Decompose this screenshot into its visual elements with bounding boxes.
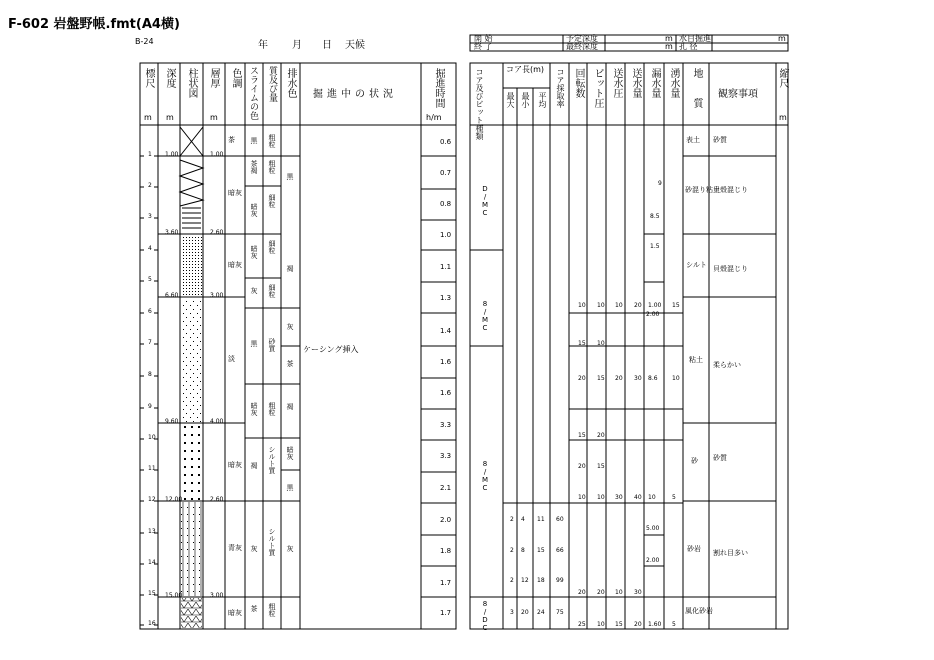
color-tone-value: 青灰	[228, 544, 242, 552]
thickness-value: 3.00	[210, 592, 224, 599]
hole-diameter-label: 孔 径	[679, 42, 698, 51]
geology-value: 砂	[691, 457, 698, 465]
drill-param-value: 15	[597, 375, 605, 382]
slime-quality-value: 砂質	[268, 338, 276, 352]
header-scale: 標尺	[143, 68, 154, 88]
drill-param-value: 20	[615, 375, 623, 382]
thickness-value: 2.60	[210, 229, 224, 236]
geology-value: 粘土	[689, 356, 703, 364]
drill-time-value: 3.3	[440, 421, 452, 429]
slime-quality-value: シルト質	[268, 446, 276, 474]
header-leak: 漏水量	[649, 68, 660, 98]
scale-mark: 14	[148, 559, 156, 566]
drill-param-value: 25	[578, 621, 586, 628]
form-title: F-602 岩盤野帳.fmt(A4横)	[8, 17, 180, 32]
drill-time-value: 1.4	[440, 327, 452, 335]
color-tone-value: 暗灰	[228, 609, 242, 617]
drill-param-value: 10	[597, 494, 605, 501]
drill-param-value: 8.6	[648, 375, 658, 382]
color-tone-value: 茶	[228, 136, 235, 144]
header-feed-pressure: 送水圧	[611, 68, 622, 98]
drain-color-value: 褐	[286, 265, 294, 272]
header-bit-pressure: ビット圧	[592, 68, 603, 108]
leak-value: 9	[658, 180, 662, 187]
header-core-length: コア長(m)	[506, 65, 545, 74]
scale-mark: 3	[148, 213, 152, 220]
slime-color-value: 灰	[250, 287, 258, 294]
slime-color-value: 黒	[250, 137, 258, 144]
weather-label: 天候	[345, 40, 365, 51]
header-slime-color: スライムの色	[248, 66, 258, 120]
header-quality: 質及び量	[267, 66, 277, 102]
date-month-label: 月	[292, 40, 302, 51]
drill-time-value: 1.0	[440, 231, 452, 239]
drain-color-value: 茶	[286, 360, 294, 367]
geology-value: 砂岩	[687, 545, 701, 553]
sheet-number: B-24	[135, 37, 154, 46]
drill-param-value: 10	[615, 302, 623, 309]
core-rate-value: 75	[556, 609, 564, 616]
slime-quality-value: 細粒	[268, 240, 276, 254]
drill-param-value: 10	[597, 340, 605, 347]
slime-quality-value: シルト質	[268, 528, 276, 556]
drill-time-value: 3.3	[440, 452, 452, 460]
drain-color-value: 灰	[286, 323, 294, 330]
start-label: 開 始	[474, 34, 493, 43]
unit-depth: m	[166, 113, 174, 122]
core-max-value: 2	[510, 547, 514, 554]
final-depth-unit: m	[665, 42, 673, 51]
drill-param-value: 1.60	[648, 621, 662, 628]
drill-time-value: 1.8	[440, 547, 452, 555]
drill-time-value: 2.0	[440, 516, 452, 524]
scale-mark: 15	[148, 590, 156, 597]
drain-color-value: 黒	[286, 173, 294, 180]
scale-mark: 10	[148, 434, 156, 441]
unit-thickness: m	[210, 113, 218, 122]
thickness-value: 3.00	[210, 292, 224, 299]
final-depth-label: 最終深度	[566, 42, 598, 51]
core-max-value: 2	[510, 577, 514, 584]
depth-value: 9.60	[165, 418, 179, 425]
scale-mark: 12	[148, 496, 156, 503]
observation-value: 砂質	[713, 136, 727, 144]
slime-color-value: 暗灰	[250, 203, 258, 217]
slime-quality-value: 細粒	[268, 194, 276, 208]
core-avg-value: 15	[537, 547, 545, 554]
slime-quality-value: 粗粒	[268, 402, 276, 416]
drill-time-value: 0.6	[440, 138, 452, 146]
scale-mark: 7	[148, 339, 152, 346]
drill-param-value: 15	[597, 463, 605, 470]
drill-param-value: 15	[615, 621, 623, 628]
unit-drill-time: h/m	[426, 113, 442, 122]
end-label: 終 了	[474, 42, 493, 51]
drill-time-value: 1.6	[440, 358, 452, 366]
header-feed-volume: 送水量	[630, 68, 641, 98]
depth-value: 15.00	[165, 592, 183, 599]
slime-color-value: 暗灰	[250, 402, 258, 416]
slime-color-value: 黒	[250, 340, 258, 347]
leak-value: 1.5	[650, 243, 660, 250]
bit-type-value: 8/DC	[481, 600, 489, 632]
drill-param-value: 15	[578, 340, 586, 347]
leak-value: 2.00	[646, 557, 660, 564]
depth-value: 12.00	[165, 496, 183, 503]
scale-mark: 8	[148, 371, 152, 378]
scale-mark: 1	[148, 151, 152, 158]
drill-param-value: 30	[615, 494, 623, 501]
drill-param-value: 30	[634, 589, 642, 596]
bit-type-value: D/MC	[481, 185, 489, 217]
boring-log-column	[180, 127, 203, 628]
header-observations: 観察事項	[718, 89, 758, 100]
header-core-min: 最小	[521, 92, 530, 108]
drill-param-value: 10	[672, 375, 680, 382]
observation-value: 貝殻混じり	[713, 265, 748, 273]
color-tone-value: 淡	[228, 355, 235, 363]
slime-color-value: 茶褐	[250, 160, 258, 174]
drill-param-value: 20	[597, 432, 605, 439]
planned-depth-unit: m	[665, 34, 673, 43]
drill-param-value: 20	[634, 621, 642, 628]
core-min-value: 4	[521, 516, 525, 523]
bit-type-value: 8/MC	[481, 300, 489, 332]
drill-time-value: 1.1	[440, 263, 452, 271]
drill-param-value: 15	[578, 432, 586, 439]
thickness-value: 2.60	[210, 496, 224, 503]
geology-value: 表土	[686, 136, 700, 144]
geology-value: 風化砂岩	[685, 607, 713, 615]
scale-mark: 13	[148, 528, 156, 535]
drill-param-value: 20	[578, 463, 586, 470]
slime-quality-value: 粗粒	[268, 160, 276, 174]
scale-mark: 9	[148, 403, 152, 410]
depth-value: 3.60	[165, 229, 179, 236]
core-avg-value: 18	[537, 577, 545, 584]
unit-scale-right: m	[779, 113, 787, 122]
observation-value: 割れ目多い	[713, 549, 748, 557]
drill-time-value: 1.3	[440, 294, 452, 302]
water-drill-label: 水目掘進	[679, 34, 711, 43]
header-scale-right: 縮尺	[777, 68, 788, 88]
date-year-label: 年	[258, 40, 268, 51]
slime-color-value: 暗灰	[250, 245, 258, 259]
depth-value: 6.60	[165, 292, 179, 299]
scale-mark: 16	[148, 620, 156, 627]
drill-param-value: 40	[634, 494, 642, 501]
header-core-avg: 平均	[538, 92, 547, 108]
drill-param-value: 10	[578, 302, 586, 309]
scale-mark: 11	[148, 465, 156, 472]
geology-value: シルト	[686, 261, 707, 269]
drill-time-value: 0.8	[440, 200, 452, 208]
drill-param-value: 10	[648, 494, 656, 501]
drill-param-value: 5	[672, 621, 676, 628]
drill-param-value: 20	[597, 589, 605, 596]
drill-time-value: 1.7	[440, 579, 452, 587]
header-core-rate: コア採取率	[556, 68, 565, 108]
core-avg-value: 11	[537, 516, 545, 523]
color-tone-value: 暗灰	[228, 261, 242, 269]
core-rate-value: 66	[556, 547, 564, 554]
leak-value: 8.5	[650, 213, 660, 220]
header-spring: 湧水量	[668, 68, 679, 98]
drain-color-value: 褐	[286, 403, 294, 410]
drill-param-value: 5	[672, 494, 676, 501]
drill-time-value: 0.7	[440, 169, 452, 177]
depth-value: 1.00	[165, 151, 179, 158]
drill-param-value: 15	[672, 302, 680, 309]
drill-param-value: 10	[615, 589, 623, 596]
leak-value: 5.00	[646, 525, 660, 532]
color-tone-value: 暗灰	[228, 189, 242, 197]
slime-color-value: 茶	[250, 605, 258, 612]
slime-quality-value: 細粒	[268, 284, 276, 298]
slime-quality-value: 粗粒	[268, 603, 276, 617]
geology-value: 砂混り粘土	[685, 186, 720, 194]
drain-color-value: 黒	[286, 484, 294, 491]
drill-time-value: 1.7	[440, 609, 452, 617]
slime-quality-value: 粗粒	[268, 134, 276, 148]
scale-mark: 2	[148, 182, 152, 189]
bit-type-value: 8/MC	[481, 460, 489, 492]
remark-text: ケーシング挿入	[303, 345, 359, 354]
thickness-value: 1.00	[210, 151, 224, 158]
header-rotation: 回転数	[573, 68, 584, 98]
core-min-value: 20	[521, 609, 529, 616]
core-min-value: 12	[521, 577, 529, 584]
header-drilling-status: 掘進中の状況	[313, 89, 397, 100]
core-max-value: 2	[510, 516, 514, 523]
drill-param-value: 1.00	[648, 302, 662, 309]
scale-mark: 4	[148, 245, 152, 252]
drill-param-value: 20	[578, 589, 586, 596]
drill-time-value: 2.1	[440, 484, 452, 492]
slime-color-value: 褐	[250, 462, 258, 469]
header-thickness: 層厚	[208, 68, 219, 88]
header-depth: 深度	[164, 68, 175, 88]
header-color: 色調	[230, 68, 241, 88]
core-rate-value: 60	[556, 516, 564, 523]
header-bit-type: コア及びビット種類	[475, 68, 484, 140]
drill-time-value: 1.6	[440, 389, 452, 397]
drill-param-value: 20	[578, 375, 586, 382]
scale-mark: 5	[148, 276, 152, 283]
core-min-value: 8	[521, 547, 525, 554]
date-day-label: 日	[322, 40, 332, 51]
drill-param-value: 20	[634, 302, 642, 309]
header-core-max: 最大	[506, 92, 515, 108]
drill-param-value: 10	[597, 621, 605, 628]
drill-param-value: 10	[578, 494, 586, 501]
header-column: 柱状図	[186, 68, 197, 98]
water-drill-unit: m	[778, 34, 786, 43]
observation-value: 貝殻混じり	[713, 186, 748, 194]
drain-color-value: 暗灰	[286, 446, 294, 460]
thickness-value: 4.00	[210, 418, 224, 425]
planned-depth-label: 予定深度	[566, 34, 598, 43]
header-drill-time: 掘進時間	[433, 68, 444, 108]
header-drain-color: 排水色	[285, 68, 296, 98]
observation-value: 柔らかい	[713, 361, 741, 369]
core-avg-value: 24	[537, 609, 545, 616]
scale-mark: 6	[148, 308, 152, 315]
observation-value: 砂質	[713, 454, 727, 462]
drill-param-value: 30	[634, 375, 642, 382]
slime-color-value: 灰	[250, 545, 258, 552]
core-max-value: 3	[510, 609, 514, 616]
unit-scale: m	[144, 113, 152, 122]
header-geology: 地質	[691, 68, 702, 128]
color-tone-value: 暗灰	[228, 461, 242, 469]
core-rate-value: 99	[556, 577, 564, 584]
leak-value: 2.00	[646, 311, 660, 318]
drill-param-value: 10	[597, 302, 605, 309]
drain-color-value: 灰	[286, 545, 294, 552]
